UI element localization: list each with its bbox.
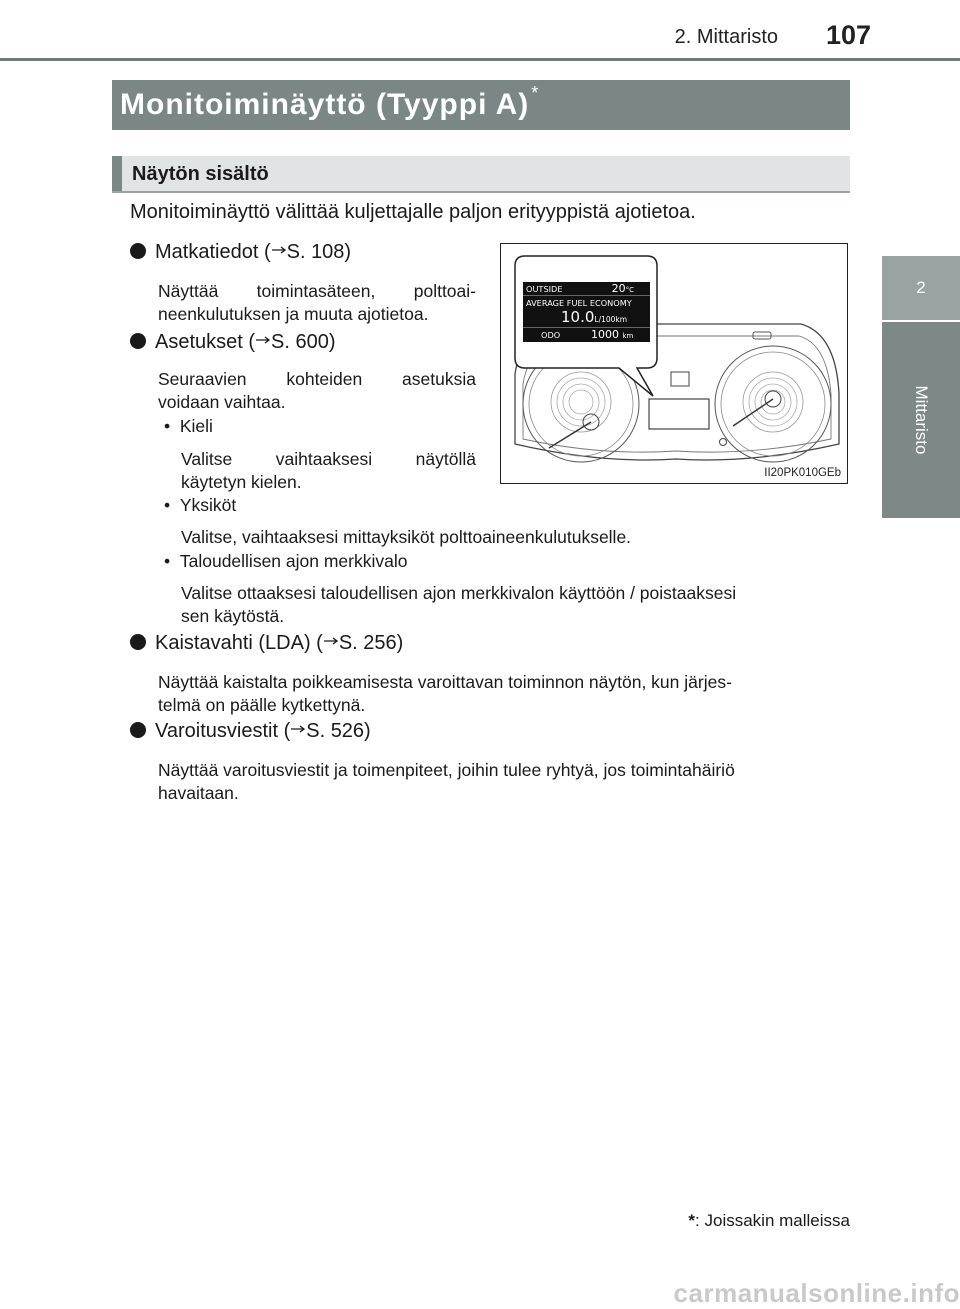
subitem-title: Taloudellisen ajon merkkivalo — [179, 551, 408, 571]
footnote-mark: * — [688, 1211, 696, 1230]
section-title — [120, 83, 540, 122]
outside-temp-number: 20 — [611, 282, 626, 295]
subsection-header — [112, 156, 850, 192]
item-description: neenkulutuksen ja muuta ajotietoa. — [158, 304, 429, 324]
page-reference-link[interactable]: S. 600) — [271, 331, 336, 353]
bullet-dot — [130, 634, 146, 650]
item-label: Kaistavahti (LDA) ( — [155, 632, 323, 654]
odometer-label: ODO — [541, 330, 561, 340]
item-description: Näyttää kaistalta poikkeamisesta varoittavan toiminnon näytön, kun järjes- — [158, 672, 732, 692]
subitem-title: Kieli — [179, 416, 213, 436]
bullet-dot — [130, 243, 146, 259]
title-footnote-mark: * — [531, 83, 540, 103]
side-tab-label-text: Mittaristo — [912, 385, 931, 455]
footnote-text: : Joissakin malleissa — [695, 1211, 850, 1230]
item-travel-info — [130, 241, 351, 264]
watermark-text: carmanualsonline.info — [673, 1278, 960, 1308]
arrow-icon — [324, 641, 338, 649]
arrow-icon — [256, 340, 270, 348]
arrow-icon — [272, 250, 286, 258]
page-reference-link[interactable]: S. 256) — [338, 632, 404, 654]
subsection-title: Näytön sisältö — [132, 163, 269, 185]
item-description: havaitaan. — [158, 783, 239, 803]
instrument-cluster-illustration — [501, 244, 846, 482]
fuel-economy-number: 10.0 — [561, 308, 595, 326]
odometer-unit: km — [622, 332, 634, 340]
bullet-dot — [130, 722, 146, 738]
outside-temp-label: OUTSIDE — [526, 284, 563, 294]
item-description: voidaan vaihtaa. — [158, 392, 286, 412]
item-description: Näyttää toimintasäteen, polttoai- — [158, 281, 476, 301]
item-lane-departure-alert — [130, 632, 403, 655]
page-reference-link[interactable]: S. 526) — [306, 720, 371, 742]
item-label: Matkatiedot ( — [155, 241, 271, 263]
fuel-economy-label: AVERAGE FUEL ECONOMY — [526, 298, 632, 308]
odometer-value — [591, 328, 633, 341]
item-description: Näyttää varoitusviestit ja toimenpiteet, joihin tulee ryhtyä, jos toimintahäiriö — [158, 760, 735, 780]
arrow-icon — [291, 729, 305, 737]
figure-code: II20PK010GEb — [764, 467, 841, 479]
item-description: Seuraavien kohteiden asetuksia — [158, 369, 476, 389]
subitem-description: käytetyn kielen. — [181, 472, 302, 492]
fuel-economy-value — [561, 308, 627, 326]
item-label: Varoitusviestit ( — [155, 720, 291, 742]
subitem-description: Valitse ottaaksesi taloudellisen ajon merkkivalon käyttöön / poistaaksesi — [181, 583, 737, 603]
intro-paragraph: Monitoiminäyttö välittää kuljettajalle paljon erityyppistä ajotietoa. — [130, 201, 696, 223]
subitem-eco-indicator: • Taloudellisen ajon merkkivalo — [164, 551, 408, 571]
page-number: 107 — [826, 20, 872, 50]
fuel-economy-unit: L/100km — [594, 315, 628, 324]
header-section-title: 2. Mittaristo — [674, 26, 778, 48]
multi-info-display-screen — [523, 281, 650, 341]
subitem-title: Yksiköt — [179, 495, 237, 515]
section-title-text: Monitoiminäyttö (Tyyppi A) — [120, 88, 530, 121]
display-divider — [523, 295, 650, 296]
outside-temp-value — [612, 282, 634, 295]
subitem-description: sen käytöstä. — [181, 606, 285, 626]
subsection-rule — [112, 191, 850, 193]
odometer-number: 1000 — [591, 328, 619, 341]
item-description: telmä on päälle kytkettynä. — [158, 695, 366, 715]
item-settings — [130, 331, 336, 354]
bullet-dot — [130, 333, 146, 349]
header-rule — [0, 58, 960, 61]
footnote — [650, 1211, 850, 1231]
outside-temp-unit: °C — [625, 286, 634, 294]
side-tab-label — [882, 322, 960, 518]
side-tab-number: 2 — [882, 256, 960, 320]
page-reference-link[interactable]: S. 108) — [286, 241, 352, 263]
subitem-language: • Kieli — [164, 416, 213, 436]
item-label: Asetukset ( — [155, 331, 256, 353]
item-warning-messages — [130, 720, 371, 743]
subitem-description: Valitse vaihtaaksesi näytöllä — [181, 449, 476, 469]
subitem-units: • Yksiköt — [164, 495, 237, 515]
subitem-description: Valitse, vaihtaaksesi mittayksiköt polttoaineenkulutukselle. — [181, 527, 632, 547]
section-title-bar — [112, 80, 850, 130]
instrument-cluster-figure — [500, 243, 848, 484]
